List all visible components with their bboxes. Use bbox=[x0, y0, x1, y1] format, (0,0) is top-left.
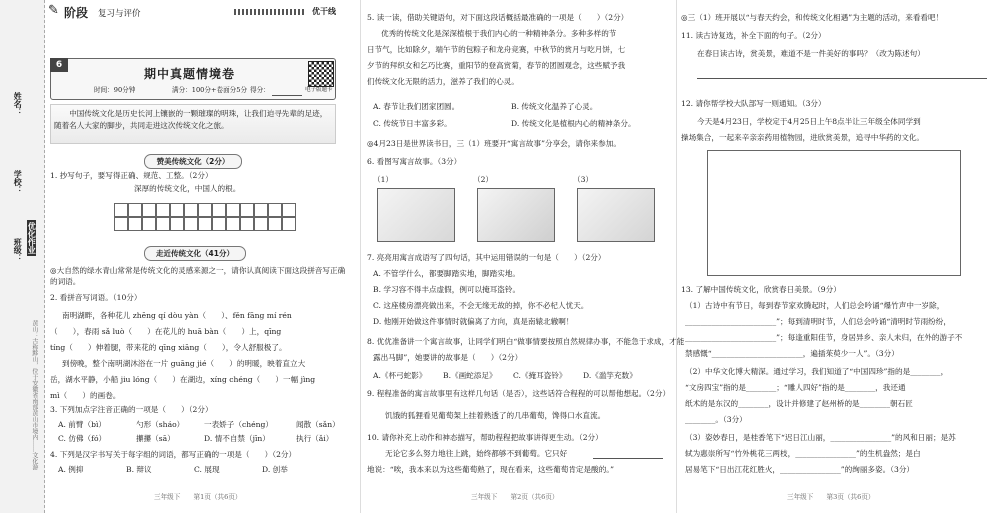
q5-passage-3: 夕节的拜织女和乞巧比赛，重阳节的登高赏菊，春节的团圆观念，这些赋予我 bbox=[367, 61, 626, 70]
school-label: 学校： bbox=[13, 170, 23, 194]
q3-opt-4: 闻散（sǎn） bbox=[296, 420, 340, 429]
qr-caption: 电子版题卡 bbox=[305, 87, 333, 93]
q11-line: 在春日读古诗，赏美景，难道不是一件美好的事吗？（改为陈述句） bbox=[697, 49, 925, 58]
q8-opt-d[interactable]: D.《滥竽充数》 bbox=[583, 371, 637, 380]
q13-p1-3: ________________________”；每逢重阳佳节，身居异乡、亲人未归，在外的游子不 bbox=[685, 333, 963, 342]
s2-intro: ◎大自然的绿水青山常常是传统文化的灵感来源之一，请你认真阅读下面这段拼音写正确的词语。 bbox=[50, 266, 346, 287]
q7-opt-c[interactable]: C. 这座楼房漂亮做出来，不会无缘无故的掉，你不必杞人忧天。 bbox=[373, 301, 589, 310]
q1-sentence: 深厚的传统文化，中国人的根。 bbox=[134, 184, 241, 193]
paper-number: 6 bbox=[50, 58, 68, 72]
q2-stem: 2. 看拼音写词语。（10分） bbox=[50, 293, 142, 302]
q13-p3-1: （3）姿妙春日，是桂香笔下“迟日江山丽，________________”的风和日丽；是苏 bbox=[685, 433, 956, 442]
name-label: 姓名： bbox=[13, 92, 23, 116]
q4-opt-b[interactable]: B. 辩议 bbox=[126, 465, 152, 474]
q6-stem: 6. 看图写寓言故事。（3分） bbox=[367, 157, 462, 166]
q10-line-1: 无论它多么努力地往上跳，始终都够不到葡萄。它只好 bbox=[385, 449, 568, 458]
page-3-footer: 三年级下 第3页（共6页） bbox=[787, 493, 875, 501]
q5-opt-b[interactable]: B. 传统文化温养了心灵。 bbox=[511, 102, 598, 111]
q5-passage-2: 日节气，比如除夕，端午节的包粽子和龙舟竞赛，中秋节的赏月与吃月饼，七 bbox=[367, 45, 626, 54]
q2-line-6: mì（ ）的画卷。 bbox=[50, 391, 121, 400]
q11-intro: ◎三（1）班开展以“与春天约会，和传统文化相遇”为主题的活动，来看看吧！ bbox=[681, 13, 944, 22]
q2-line-2: （ ），春雨 sǎ luò（ ）在花儿的 huā bàn（ ）上，qīng bbox=[50, 327, 282, 336]
q6-picture-1 bbox=[377, 188, 455, 242]
q11-answer-line[interactable] bbox=[697, 78, 987, 79]
q3-opt-7[interactable]: D. 情不自禁（jīn） bbox=[204, 434, 270, 443]
q3-opt-3[interactable]: 一表娇子（chéng） bbox=[204, 420, 273, 429]
q4-opt-a[interactable]: A. 例抑 bbox=[58, 465, 84, 474]
exam-time: 时间：90分钟 bbox=[94, 86, 136, 94]
q4-opt-c[interactable]: C. 展现 bbox=[194, 465, 220, 474]
q8-stem: 8. 优优准备讲一个寓言故事，让同学们明白“做事情要按照自然规律办事，不能急于求成，才能 bbox=[367, 337, 685, 346]
q2-line-4: 到傍晚，整个南明湖沐浴在一片 guāng jié（ ）的明暖，映着直立大 bbox=[62, 359, 306, 368]
q13-p2-1: （2）中华文化博大精深。通过学习，我们知道了“中国四珍”指的是________， bbox=[685, 367, 949, 376]
q10-stem: 10. 请你补充上动作和神态描写，帮助程程把故事讲得更生动。（2分） bbox=[367, 433, 603, 442]
q8-stem-2: 露出马脚”，她要讲的故事是（ ）（2分） bbox=[373, 353, 523, 362]
q13-p1-4: 禁感慨“________________________，遍插茱萸少一人”。（3分） bbox=[685, 349, 899, 358]
paper-title: 期中真题情境卷 bbox=[144, 67, 236, 81]
q5-opt-a[interactable]: A. 春节让我们团家团圆。 bbox=[373, 102, 460, 111]
page-1-footer: 三年级下 第1页（共6页） bbox=[154, 493, 242, 501]
q2-line-5: 岳，湖水平静，小船 jiu lóng（ ）在湖边，xíng chéng（ ）一幅 jìng bbox=[50, 375, 316, 384]
q13-p3-3: 居易笔下“日出江花红胜火，________________”的绚丽多姿。（3分） bbox=[685, 465, 915, 474]
q3-opt-2: 勺形（sháo） bbox=[136, 420, 185, 429]
q4-opt-d[interactable]: D. 创举 bbox=[262, 465, 288, 474]
q11-stem: 11. 读古诗复选，补全下面的句子。（2分） bbox=[681, 31, 826, 40]
strip-vertical-note: 黄山：古称黟山，位于安徽省南部黄山市境内……文化游 bbox=[30, 320, 38, 470]
q5-stem: 5. 读一读，借助关键语句，对下面这段话概括最准确的一项是（ ）（2分） bbox=[367, 13, 629, 22]
header-stripes bbox=[234, 9, 306, 15]
q12-notice-box[interactable] bbox=[707, 150, 961, 276]
q13-p1-1: （1）古诗中有节日，每到春节家欢腾起时，人们总会吟诵“爆竹声中一岁除， bbox=[685, 301, 945, 310]
q12-stem: 12. 请你帮学校大队部写一则通知。（3分） bbox=[681, 99, 826, 108]
class-label: 班级： bbox=[13, 238, 23, 262]
stage-label: 阶段 bbox=[64, 6, 89, 20]
q9-line-1: 饥饿的狐狸看见葡萄架上挂着熟透了的几串葡萄，馋得口水直流。 bbox=[385, 411, 606, 420]
q8-opt-b[interactable]: B.《画蛇添足》 bbox=[443, 371, 497, 380]
q6-picture-2 bbox=[477, 188, 555, 242]
q6-label-1: （1） bbox=[373, 175, 394, 184]
q6-label-2: （2） bbox=[473, 175, 494, 184]
q13-p1-2: ________________________”；每到清明时节，人们总会吟诵“清明时节雨纷纷， bbox=[685, 317, 951, 326]
q10-line-2: 地说：“唉，我本来以为这些葡萄熟了，现在看来，这些葡萄肯定是酸的。” bbox=[367, 465, 614, 474]
exam-score-total: 满分：100分+卷面分5分 bbox=[172, 86, 248, 94]
score-line bbox=[272, 95, 302, 96]
q13-p2-4: ________。（3分） bbox=[685, 415, 747, 424]
strip-tag: 优化作业 bbox=[27, 222, 37, 254]
q3-opt-6: 攥攥（sā） bbox=[136, 434, 175, 443]
q4-stem: 4. 下列是汉字书写关于每字组的词语，都写正确的一项是（ ）（2分） bbox=[50, 450, 297, 459]
q8-opt-a[interactable]: A.《杯弓蛇影》 bbox=[373, 371, 427, 380]
q6-picture-3 bbox=[577, 188, 655, 242]
q13-stem: 13. 了解中国传统文化，欣赏春日美景。（9分） bbox=[681, 285, 841, 294]
intro-text: 中国传统文化是历史长河上镶嵌的一颗璀璨的明珠，让我们迫寻先辈的足迹，随着名人大家的脚步，共同走进这次传统文化之旅。 bbox=[54, 109, 328, 130]
q12-line-2: 操场集合，一起来辛亲亲药用植物园，进欣赏美景，追寻中华药的文化。 bbox=[681, 133, 924, 142]
q9-stem: 9. 程程准备的寓言故事里有这样几句话（是否），这些话符合程程的可以帮他想起。（2分） bbox=[367, 389, 671, 398]
q13-p3-2: 轼为惠崇所写“竹外桃花三两枝，________________”的生机盎然；是白 bbox=[685, 449, 921, 458]
q8-opt-c[interactable]: C.《掩耳盗铃》 bbox=[513, 371, 567, 380]
q5-opt-c[interactable]: C. 传统节日丰富多彩。 bbox=[373, 119, 452, 128]
page-2 bbox=[360, 0, 685, 513]
q13-p2-3: 纸术的是东汉的________，设计并修建了赵州桥的是________朝石匠 bbox=[685, 399, 913, 408]
page-2-footer: 三年级下 第2页（共6页） bbox=[471, 493, 559, 501]
page-3 bbox=[676, 0, 999, 513]
q6-label-3: （3） bbox=[573, 175, 594, 184]
q6-intro: ◎4月23日是世界读书日，三（1）班要开“寓言故事”分享会，请你来参加。 bbox=[367, 139, 621, 148]
stage-subtitle: 复习与评价 bbox=[98, 9, 141, 19]
q1-stem: 1. 抄写句子，要写得正确、规范、工整。（2分） bbox=[50, 171, 213, 180]
q7-opt-d[interactable]: D. 他刚开始做这件事情时就偏离了方向，真是南辕北辙啊！ bbox=[373, 317, 574, 326]
qr-code-icon bbox=[308, 61, 334, 87]
q13-p2-2: “文房四宝”指的是________；“雕人四好”指的是________，我还通 bbox=[685, 383, 906, 392]
q2-line-1: 南明湖畔，各种花儿 zhēng qí dòu yàn（ ）、fěn fāng mí rén bbox=[62, 311, 292, 320]
q3-stem: 3. 下列加点字注音正确的一项是（ ）（2分） bbox=[50, 405, 213, 414]
score-label: 得分： bbox=[250, 86, 270, 94]
q7-opt-b[interactable]: B. 学习容不得丰点虚假，例可以掩耳盗铃。 bbox=[373, 285, 521, 294]
binding-strip bbox=[0, 0, 45, 513]
pencil-icon: ✎ bbox=[48, 3, 59, 18]
q7-opt-a[interactable]: A. 不管学什么，都要脚踏实地，脚踏实地。 bbox=[373, 269, 520, 278]
section-1-banner: 赞美传统文化（2分） bbox=[144, 154, 242, 169]
q5-opt-d[interactable]: D. 传统文化是植根内心的精神条分。 bbox=[511, 119, 636, 128]
q5-passage-1: 优秀的传统文化是深深植根于我们内心的一种精神条分。多种多样的节 bbox=[381, 29, 617, 38]
brand-label: 优干线 bbox=[312, 7, 336, 16]
q3-opt-1[interactable]: A. 前臂（bì） bbox=[58, 420, 106, 429]
q10-answer-line[interactable] bbox=[593, 458, 663, 459]
q7-stem: 7. 亮亮用寓言成语写了四句话，其中运用错误的一句是（ ）（2分） bbox=[367, 253, 606, 262]
q12-line-1: 今天是4月23日，学校定于4月25日上午8点半让三年级全体同学到 bbox=[697, 117, 921, 126]
page-1 bbox=[44, 0, 358, 513]
q5-passage-4: 们传统文化无限的活力，滋养了我们的心灵。 bbox=[367, 77, 519, 86]
q3-opt-5[interactable]: C. 仿佛（fó） bbox=[58, 434, 107, 443]
section-2-banner: 走近传统文化（41分） bbox=[144, 246, 246, 261]
q2-line-3: tíng（ ）伸着腿，带来花的 qīng xiāng（ ），令人舒服极了。 bbox=[50, 343, 287, 352]
q3-opt-8: 执行（ǎi） bbox=[296, 434, 334, 443]
